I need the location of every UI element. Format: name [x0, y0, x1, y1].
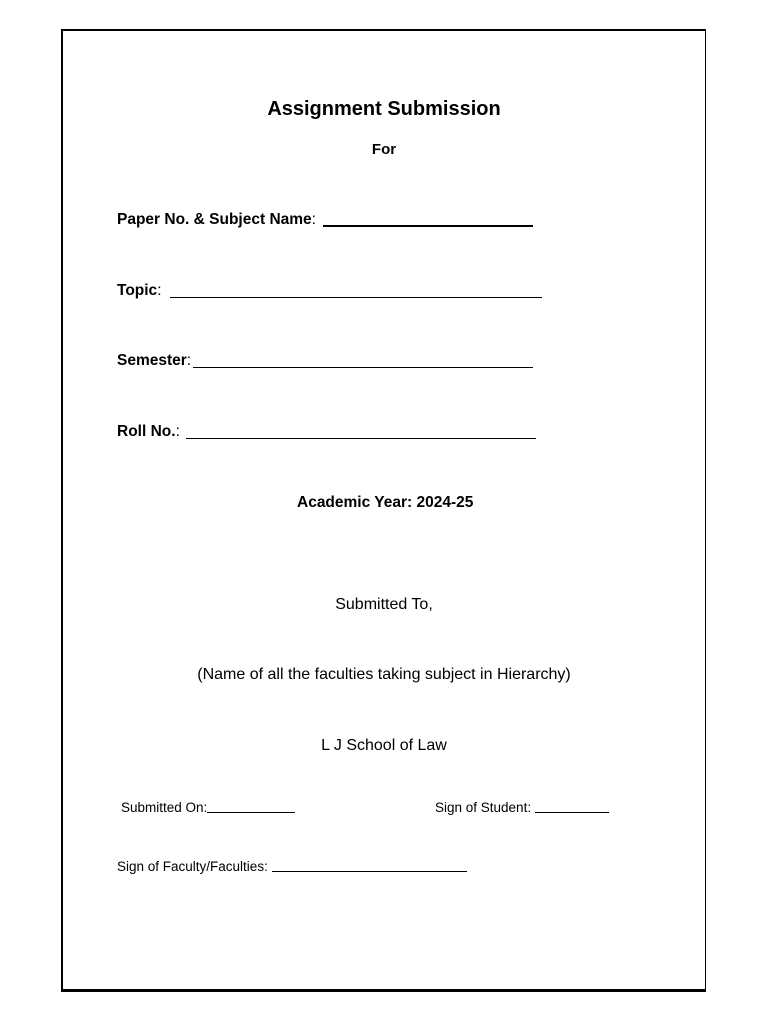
document-subtitle: For [371, 141, 397, 158]
paper-subject-field [117, 211, 533, 229]
sign-student-label: Sign of Student: [435, 800, 532, 815]
roll-no-blank-line [186, 437, 536, 439]
faculties-note: (Name of all the faculties taking subject in Hierarchy) [197, 666, 571, 683]
semester-label: Semester [117, 352, 187, 369]
roll-no-field [117, 423, 536, 441]
school-name: L J School of Law [321, 737, 447, 754]
topic-label: Topic [117, 282, 158, 299]
document-title: Assignment Submission [267, 98, 501, 120]
submitted-on-label: Submitted On: [121, 800, 208, 815]
semester-colon: : [186, 352, 192, 369]
sign-faculty-label: Sign of Faculty/Faculties: [117, 859, 268, 874]
submitted-to-label: Submitted To, [335, 596, 433, 613]
paper-subject-blank-line [323, 224, 533, 227]
sign-faculty-field [117, 859, 467, 874]
academic-year: Academic Year: 2024-25 [297, 494, 474, 511]
semester-field [117, 352, 533, 370]
sign-faculty-blank-line [272, 870, 467, 872]
paper-subject-colon: : [311, 211, 316, 228]
submitted-on-blank-line [207, 811, 295, 813]
semester-blank-line [193, 366, 533, 368]
submitted-on-field [121, 800, 295, 815]
topic-field [117, 282, 542, 300]
sign-student-field [435, 800, 609, 815]
paper-subject-label: Paper No. & Subject Name [117, 211, 312, 228]
topic-blank-line [170, 296, 542, 298]
roll-no-colon: : [175, 423, 180, 440]
sign-student-blank-line [535, 811, 609, 813]
roll-no-label: Roll No. [117, 423, 176, 440]
topic-colon: : [157, 282, 162, 299]
